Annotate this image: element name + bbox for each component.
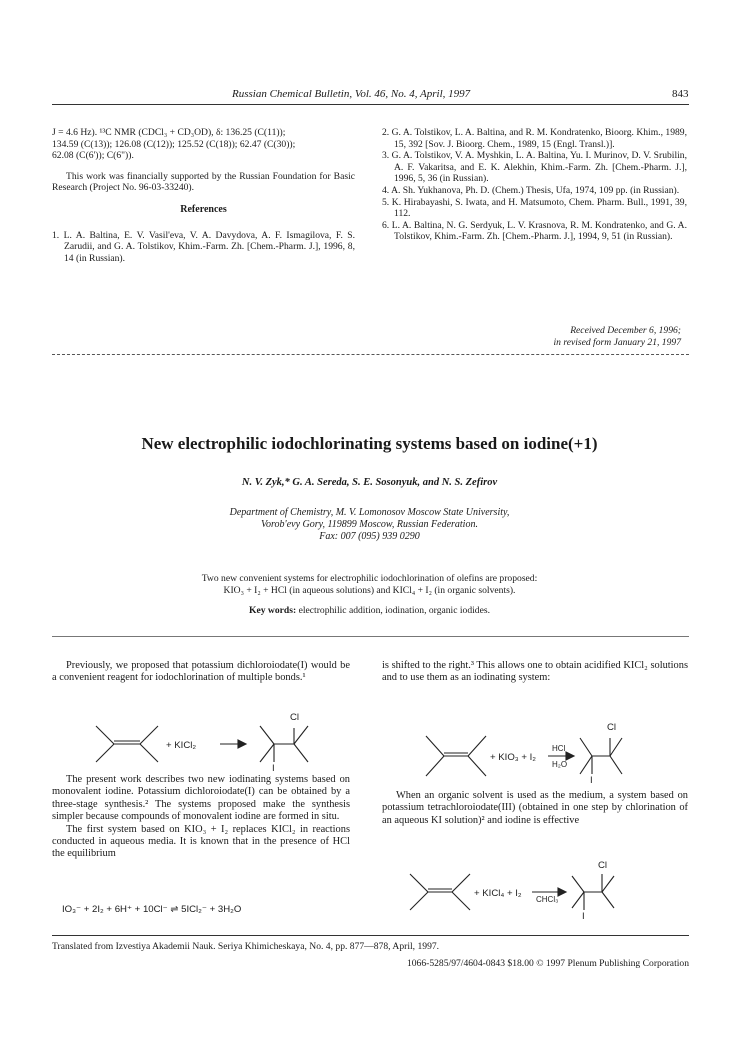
- scheme-1-i: I: [272, 763, 275, 772]
- article-title: New electrophilic iodochlorinating systems based on iodine(+1): [141, 434, 598, 453]
- nmr-line-1: J = 4.6 Hz). ¹³C NMR (CDCl₃ + CD₃OD), δ: 136.25 (C(11));: [52, 127, 286, 138]
- equilibrium-equation: IO₃⁻ + 2I₂ + 6H⁺ + 10Cl⁻ ⇌ 5ICl₂⁻ + 3H₂O: [62, 904, 242, 915]
- paragraph-3: The first system based on KIO₃ + I₂ replaces KICl₂ in reactions conducted in aqueous media. It is known that in the presence of HCl the equilibrium: [52, 823, 350, 860]
- scheme-1-kicl2: [94, 708, 334, 772]
- running-header-journal: Russian Chemical Bulletin, Vol. 46, No. 4, April, 1997: [232, 88, 471, 100]
- scheme-3-cl: Cl: [598, 860, 608, 871]
- keywords-label: Key words:: [249, 605, 297, 616]
- abstract-line-2: KIO₃ + I₂ + HCl (in aqueous solutions) and KICl₄ + I₂ (in organic solvents).: [223, 585, 516, 596]
- reference-1: 1. L. A. Baltina, E. V. Vasil'eva, V. A. Davydova, A. F. Ismagilova, F. S. Zarudii, and G. A. Tolstikov, Khim.-Farm. Zh. [Chem.-Pharm. J.], 1996, 8, 14 (in Russian).: [52, 229, 355, 264]
- paragraph-2: The present work describes two new iodinating systems based on monovalent iodine. Potassium dichloroiodate(I) can be obtained by a three-stage synthesis.² The systems proposed make the synthesis simpler because compounds of monovalent iodine are formed in situ.: [52, 774, 350, 823]
- article-separator-rule: [52, 354, 689, 355]
- scheme-2-i: I: [590, 775, 593, 784]
- abstract: [0, 573, 739, 597]
- prev-article-left-column: [52, 127, 355, 264]
- revised-date: in revised form January 21, 1997: [553, 336, 681, 348]
- scheme-2-cl: Cl: [607, 722, 617, 733]
- affiliation-line-2: Vorob'evy Gory, 119899 Moscow, Russian Federation.: [261, 519, 478, 530]
- paragraph-1: Previously, we proposed that potassium dichloroiodate(I) would be a convenient reagent for iodochlorination of multiple bonds.¹: [52, 660, 350, 684]
- header-rule: [52, 104, 689, 105]
- article-left-column: [52, 660, 350, 685]
- affiliation-line-1: Department of Chemistry, M. V. Lomonosov Moscow State University,: [229, 507, 510, 518]
- footer-rule: [52, 935, 689, 936]
- paragraph-5: When an organic solvent is used as the medium, a system based on potassium tetrachloroiodate(III) (obtained in one step by chlorination of an aqueous KI solution)² and iodine is effective: [382, 790, 688, 826]
- keywords: [0, 605, 739, 616]
- nmr-line-3: 62.08 (C(6')); C(6")).: [52, 150, 134, 162]
- nmr-line-2: 134.59 (C(13)); 126.08 (C(12)); 125.52 (C(18)); 62.47 (C(30));: [52, 138, 296, 150]
- reference-2: 2. G. A. Tolstikov, L. A. Baltina, and R. M. Kondratenko, Bioorg. Khim., 1989, 15, 392 [Sov. J. Bioorg. Chem., 1989, 15 (Engl. Transl.)].: [382, 127, 687, 150]
- scheme-2-kio3: [424, 716, 654, 784]
- article-authors: N. V. Zyk,* G. A. Sereda, S. E. Sosonyuk, and N. S. Zefirov: [241, 477, 498, 488]
- scheme-3-kicl4: [408, 860, 648, 920]
- funding-paragraph: This work was financially supported by the Russian Foundation for Basic Research (Project No. 96-03-33240).: [52, 170, 355, 194]
- scheme-2-condition-bottom: H₂O: [552, 760, 568, 769]
- keywords-text: electrophilic addition, iodination, organic iodides.: [298, 605, 490, 616]
- reference-4: 4. A. Sh. Yukhanova, Ph. D. (Chem.) Thesis, Ufa, 1974, 109 pp. (in Russian).: [382, 184, 680, 196]
- translation-note: Translated from Izvestiya Akademii Nauk. Seriya Khimicheskaya, No. 4, pp. 877—878, April, 1997.: [52, 941, 440, 952]
- reference-5: 5. K. Hirabayashi, S. Iwata, and H. Matsumoto, Chem. Pharm. Bull., 1991, 39, 112.: [382, 196, 687, 220]
- prev-article-right-column: [382, 127, 687, 243]
- scheme-1-reagent: + KICl₂: [166, 740, 197, 751]
- copyright-line: 1066-5285/97/4604-0843 $18.00 © 1997 Plenum Publishing Corporation: [406, 958, 689, 969]
- received-dates: [553, 325, 681, 348]
- scheme-3-condition: CHCl₃: [536, 895, 559, 904]
- scheme-1-cl: Cl: [290, 712, 300, 723]
- references-heading: References: [180, 203, 227, 215]
- abstract-rule: [52, 636, 689, 637]
- reference-3: 3. G. A. Tolstikov, V. A. Myshkin, L. A. Baltina, Yu. I. Murinov, D. V. Srubilin, A. F. Vakaritsa, and E. K. Alekhin, Khim.-Farm. Zh. [Chem.-Pharm. J.], 1996, 5, 36 (in Russian).: [382, 150, 687, 185]
- affiliation: [0, 507, 739, 543]
- abstract-line-1: Two new convenient systems for electrophilic iodochlorination of olefins are proposed:: [201, 573, 538, 584]
- scheme-2-condition-top: HCl: [552, 744, 566, 753]
- scheme-3-reagent: + KICl₄ + I₂: [474, 888, 522, 899]
- article-left-column-2: [52, 774, 350, 861]
- article-right-column: [382, 660, 688, 685]
- reference-6: 6. L. A. Baltina, N. G. Serdyuk, L. V. Krasnova, R. M. Kondratenko, and G. A. Tolstikov, Khim.-Farm. Zh. [Chem.-Pharm. J.], 1994, 9, 51 (in Russian).: [382, 219, 687, 243]
- page-number: 843: [672, 88, 689, 100]
- affiliation-line-3: Fax: 007 (095) 939 0290: [319, 531, 420, 542]
- received-date: Received December 6, 1996;: [570, 325, 681, 336]
- scheme-3-i: I: [582, 911, 585, 920]
- paragraph-4: is shifted to the right.³ This allows one to obtain acidified KICl₂ solutions and to use them as an iodinating system:: [382, 660, 688, 684]
- article-right-column-2: [382, 790, 688, 827]
- scheme-2-reagent: + KIO₃ + I₂: [490, 752, 537, 763]
